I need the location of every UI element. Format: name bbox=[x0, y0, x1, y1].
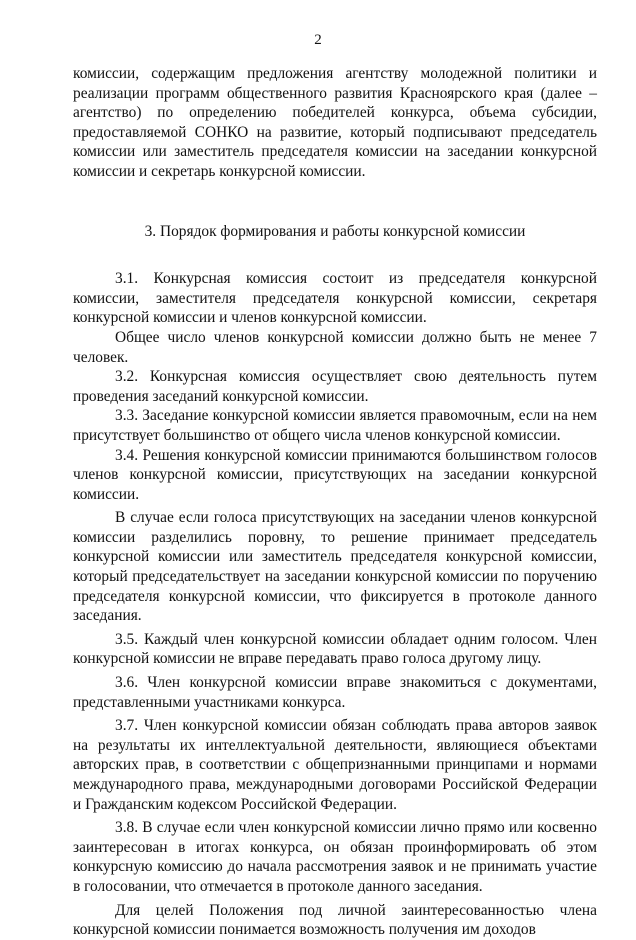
paragraph-3-6: 3.6. Член конкурсной комиссии вправе знакомиться с документами, представленными участниками конкурса. bbox=[73, 674, 597, 711]
paragraph-3-3: 3.3. Заседание конкурсной комиссии является правомочным, если на нем присутствует большинство от общего числа членов конкурсной комиссии. bbox=[73, 407, 597, 444]
paragraph-members-count: Общее число членов конкурсной комиссии должно быть не менее 7 человек. bbox=[73, 328, 597, 366]
paragraph-3-1: 3.1. Конкурсная комиссия состоит из председателя конкурсной комиссии, заместителя председателя конкурсной комиссии, секретаря конкурсной комиссии и членов конкурсной комиссии. bbox=[73, 270, 597, 327]
paragraph-3-5: 3.5. Каждый член конкурсной комиссии обладает одним голосом. Член конкурсной комиссии не вправе передавать право голоса другому лицу. bbox=[73, 630, 597, 668]
paragraph-3-7: 3.7. Член конкурсной комиссии обязан соблюдать права авторов заявок на результаты их интеллектуальной деятельности, являющиеся объектами авторских прав, в соответствии с общепризнанными принципами и нормами международного права, международными договорами Российской Федерации и Гражданским кодексом Российской Федерации. bbox=[73, 717, 597, 813]
section-heading: 3. Порядок формирования и работы конкурсной комиссии bbox=[144, 222, 526, 240]
document-body bbox=[73, 64, 597, 940]
paragraph-tie-vote: В случае если голоса присутствующих на заседании членов конкурсной комиссии разделились поровну, то решение принимает председатель конкурсной комиссии или заместитель председателя конкурсной комиссии, который председательствует на заседании конкурсной комиссии по поручению председателя конкурсной комиссии, что фиксируется в протоколе данного заседания. bbox=[73, 509, 597, 625]
intro-paragraph: комиссии, содержащим предложения агентству молодежной политики и реализации программ общественного развития Красноярского края (далее – агентство) по определению победителей конкурса, объема субсидии, предоставляемой СОНКО на развитие, который подписывают председатель комиссии или заместитель председателя комиссии на заседании конкурсной комиссии и секретарь конкурсной комиссии. bbox=[73, 65, 597, 180]
page-number: 2 bbox=[314, 32, 322, 48]
paragraph-3-4: 3.4. Решения конкурсной комиссии принимаются большинством голосов членов конкурсной комиссии, присутствующих на заседании конкурсной комиссии. bbox=[73, 446, 597, 503]
paragraph-personal-interest: Для целей Положения под личной заинтересованностью члена конкурсной комиссии понимается возможность получения им доходов bbox=[73, 901, 597, 939]
paragraph-3-8: 3.8. В случае если член конкурсной комиссии лично прямо или косвенно заинтересован в итогах конкурса, он обязан проинформировать об этом конкурсную комиссию до начала рассмотрения заявок и не принимать участие в голосовании, что отмечается в протоколе данного заседания. bbox=[73, 819, 597, 895]
paragraph-3-2: 3.2. Конкурсная комиссия осуществляет свою деятельность путем проведения заседаний конкурсной комиссии. bbox=[73, 368, 597, 405]
